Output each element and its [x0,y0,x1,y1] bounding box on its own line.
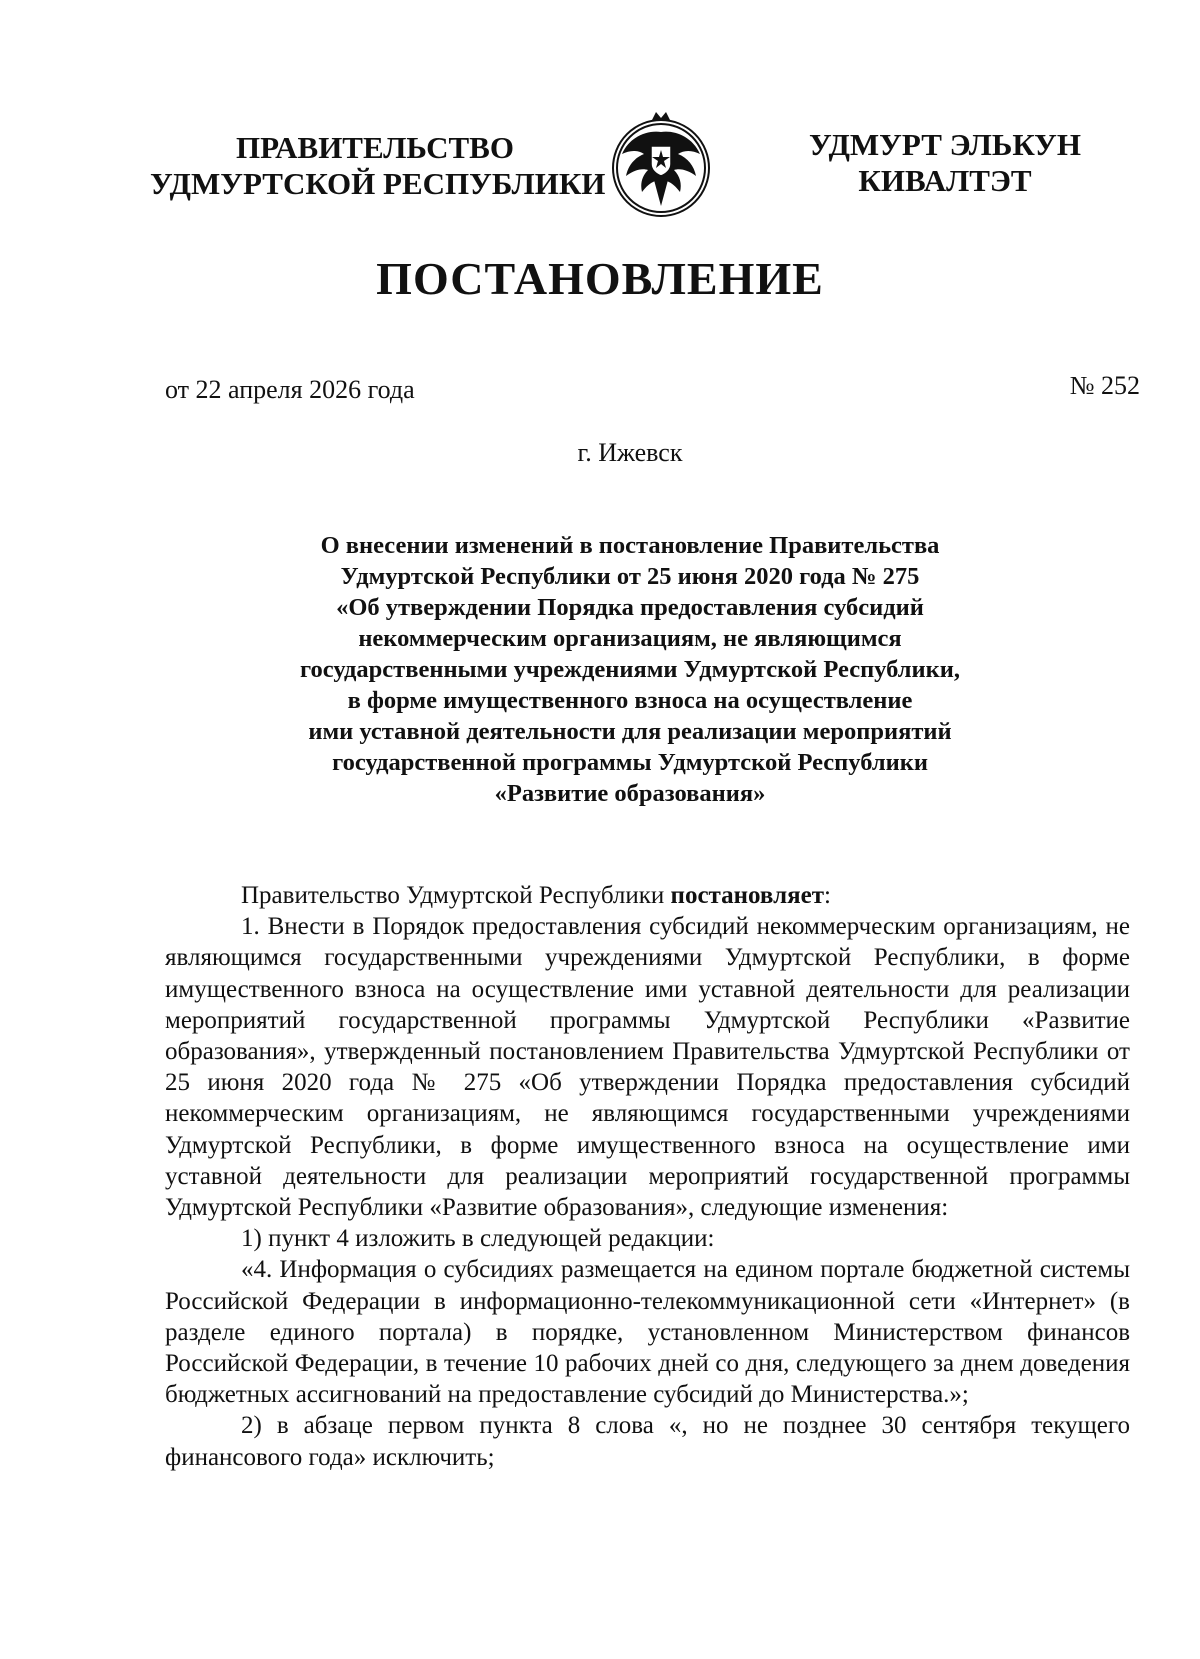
government-name-line-1: ПРАВИТЕЛЬСТВО [236,130,514,165]
subject-line: в форме имущественного взноса на осуществление [347,687,913,714]
document-city: г. Ижевск [577,438,683,467]
document-subject [230,530,1030,809]
subject-line: «Об утверждении Порядка предоставления субсидий [336,594,924,621]
subject-line: некоммерческим организациям, не являющимся [358,625,902,652]
body-paragraph: 1. Внести в Порядок предоставления субсидий некоммерческим организациям, не являющимся государственными учреждениями Удмуртской Республики, в форме имущественного взноса на осуществление ими уставной деятельности для реализации мероприятий государственной программы Удмуртской Республики «Развитие образования», утвержденный постановлением Правительства Удмуртской Республики от 25 июня 2020 года № 275 «Об утверждении Порядка предоставления субсидий некоммерческим организациям, не являющимся государственными учреждениями Удмуртской Республики, в форме имущественного взноса на осуществление ими уставной деятельности для реализации мероприятий государственной программы Удмуртской Республики «Развитие образования», следующие изменения: [165,913,1130,1222]
subject-line: Удмуртской Республики от 25 июня 2020 года № 275 [340,563,920,590]
government-name-russian [150,130,606,202]
document-title: ПОСТАНОВЛЕНИЕ [376,253,824,304]
coat-of-arms-icon [608,110,714,222]
body-paragraph: 1) пункт 4 изложить в следующей редакции: [241,1225,715,1253]
document-date: от 22 апреля 2026 года [165,375,415,404]
subject-line: государственными учреждениями Удмуртской Республики, [300,656,960,683]
government-name-udmurt [805,127,1085,199]
intro-colon: : [824,882,831,909]
resolution-intro [165,880,1130,911]
intro-keyword: постановляет [670,882,825,909]
subject-line: «Развитие образования» [494,780,766,807]
subject-line: ими уставной деятельности для реализации мероприятий [308,718,952,745]
document-body [165,880,1130,1473]
body-paragraph: 2) в абзаце первом пункта 8 слова «, но не позднее 30 сентября текущего финансового года» исключить; [165,1412,1130,1471]
government-name-udmurt-line-2: КИВАЛТЭТ [858,163,1032,198]
subject-line: государственной программы Удмуртской Республики [332,749,928,776]
subject-line: О внесении изменений в постановление Правительства [320,532,940,559]
body-paragraph: «4. Информация о субсидиях размещается на едином портале бюджетной системы Российской Федерации в информационно-телекоммуникационной сети «Интернет» (в разделе единого портала) в порядке, установленном Министерством финансов Российской Федерации, в течение 10 рабочих дней со дня, следующего за днем доведения бюджетных ассигнований на предоставление субсидий до Министерства.»; [165,1256,1130,1409]
government-name-udmurt-line-1: УДМУРТ ЭЛЬКУН [808,127,1082,162]
intro-text: Правительство Удмуртской Республики [241,882,671,909]
document-number: № 252 [1069,371,1140,400]
government-name-line-2: УДМУРТСКОЙ РЕСПУБЛИКИ [150,166,606,201]
